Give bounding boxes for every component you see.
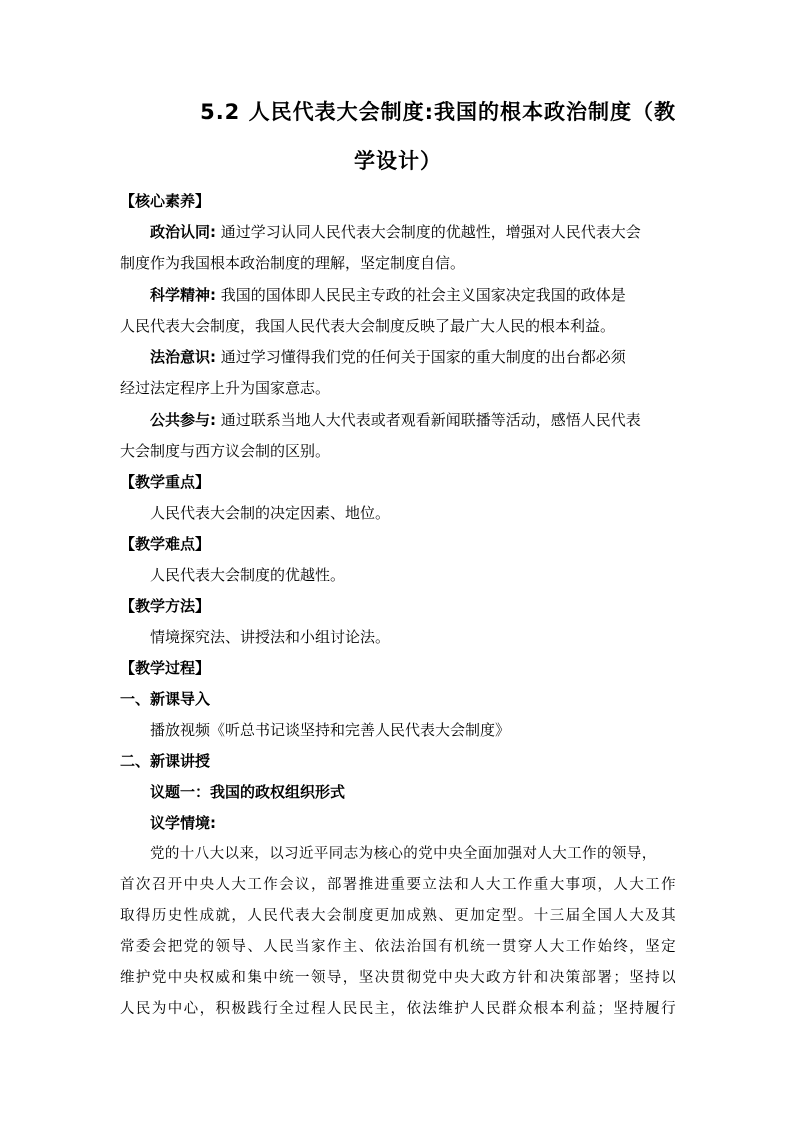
section-1-text: 播放视频《听总书记谈坚持和完善人民代表大会制度》: [150, 721, 511, 739]
core-item-continuation: 大会制度与西方议会制的区别。: [120, 442, 331, 460]
core-item-public-participation: [150, 409, 676, 431]
core-item-continuation: 人民代表大会制度，我国人民代表大会制度反映了最广大人民的根本利益。: [120, 317, 616, 335]
difficulty-heading: 【教学难点】: [120, 535, 211, 553]
core-item-scientific-spirit: [150, 284, 676, 306]
core-item-text: 通过联系当地人大代表或者观看新闻联播等活动，感悟人民代表: [220, 411, 641, 429]
core-item-rule-of-law: [150, 346, 676, 368]
document-title-line-1: 5.2 人民代表大会制度:我国的根本政治制度（教: [200, 100, 676, 124]
method-heading: 【教学方法】: [120, 597, 211, 615]
section-1-heading: 一、新课导入: [120, 690, 211, 708]
core-competencies-heading: 【核心素养】: [120, 192, 211, 210]
method-text: 情境探究法、讲授法和小组讨论法。: [150, 628, 391, 646]
core-item-label: 公共参与:: [150, 411, 216, 429]
core-item-political-identity: [150, 221, 676, 243]
context-paragraph-line: 维护党中央权威和集中统一领导，坚决贯彻党中央大政方针和决策部署；坚持以: [120, 970, 676, 986]
core-item-text: 通过学习认同人民代表大会制度的优越性，增强对人民代表大会: [220, 223, 641, 241]
document-title-line-2: 学设计）: [354, 149, 442, 173]
key-point-text: 人民代表大会制的决定因素、地位。: [150, 504, 391, 522]
context-paragraph-line: 取得历史性成就，人民代表大会制度更加成熟、更加定型。十三届全国人大及其: [120, 908, 676, 924]
section-2-heading: 二、新课讲授: [120, 752, 211, 770]
context-paragraph-line: 党的十八大以来，以习近平同志为核心的党中央全面加强对人大工作的领导，: [150, 846, 657, 862]
core-item-text: 我国的国体即人民民主专政的社会主义国家决定我国的政体是: [220, 286, 626, 304]
difficulty-text: 人民代表大会制度的优越性。: [150, 566, 346, 584]
process-heading: 【教学过程】: [120, 659, 211, 677]
core-item-label: 政治认同:: [150, 223, 216, 241]
topic-1-heading: 议题一：我国的政权组织形式: [150, 783, 346, 801]
context-paragraph-line: 首次召开中央人大工作会议，部署推进重要立法和人大工作重大事项，人大工作: [120, 877, 676, 893]
context-paragraph-line: 人民为中心，积极践行全过程人民民主，依法维护人民群众根本利益；坚持履行: [120, 1001, 676, 1017]
core-item-text: 通过学习懂得我们党的任何关于国家的重大制度的出台都必须: [220, 348, 626, 366]
core-item-continuation: 制度作为我国根本政治制度的理解，坚定制度自信。: [120, 254, 466, 272]
context-paragraph-line: 常委会把党的领导、人民当家作主、依法治国有机统一贯穿人大工作始终，坚定: [120, 939, 676, 955]
key-point-heading: 【教学重点】: [120, 473, 211, 491]
context-label: 议学情境:: [150, 814, 216, 832]
core-item-label: 科学精神:: [150, 286, 216, 304]
core-item-label: 法治意识:: [150, 348, 216, 366]
core-item-continuation: 经过法定程序上升为国家意志。: [120, 379, 331, 397]
